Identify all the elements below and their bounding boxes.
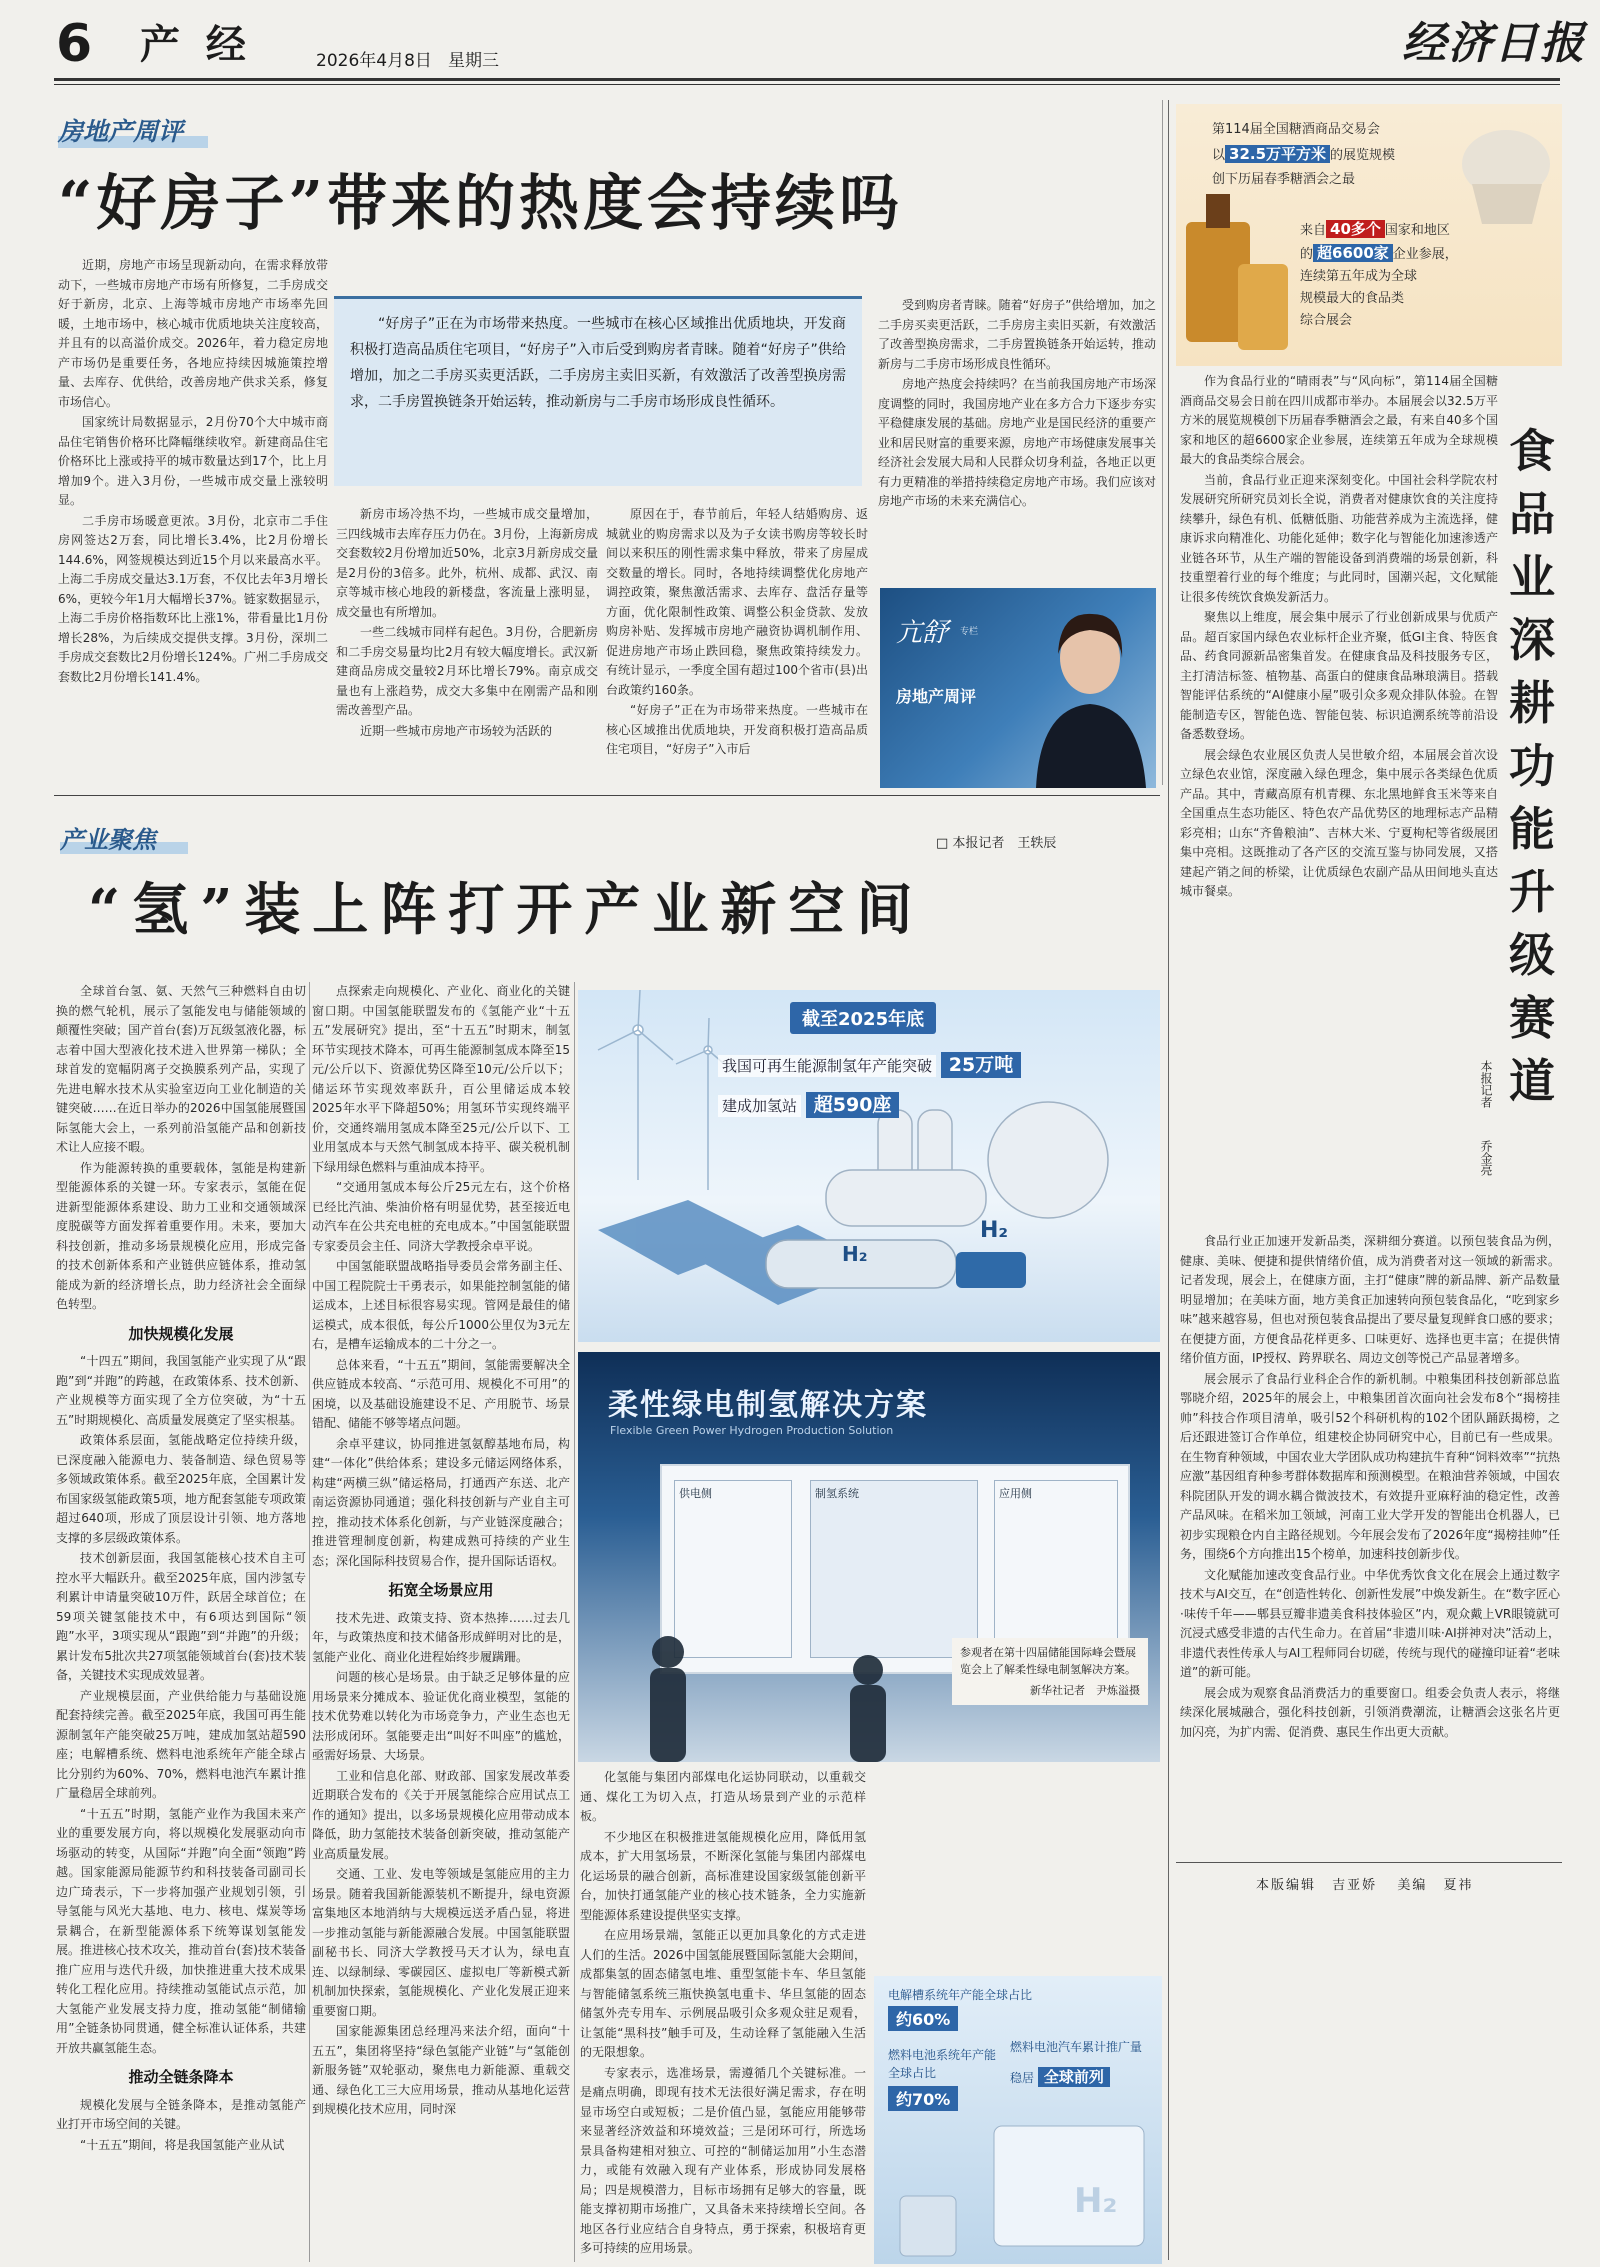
article2-col1 [56,982,306,2262]
paragraph: “好房子”正在为市场带来热度。一些城市在核心区域推出优质地块，开发商积极打造高品质住宅项目，“好房子”入市后 [606,703,868,756]
panel-hydrogen: 制氢系统 [810,1480,978,1658]
panel-supply: 供电侧 [674,1480,792,1658]
masthead-rule [54,78,1560,81]
paper-logo: 经济日报 [1402,18,1586,69]
editor-credits: 本版编辑 吉亚娇 美编 夏祎 [1256,1878,1474,1893]
column-label-real-estate: 房地产周评 [58,112,208,150]
info-value-fuel-cell: 约70% [888,2086,958,2111]
article1-col1 [58,256,328,786]
columnist-signature-suffix: 专栏 [960,627,979,637]
photo-banner: 柔性绿电制氢解决方案 [608,1388,928,1423]
headline-hydrogen: “氢”装上阵打开产业新空间 [88,877,925,943]
byline: □ 本报记者 王轶辰 [936,836,1057,851]
paragraph: 不少地区在积极推进氢能规模化应用，降低用氢成本，扩大用氢场景，不断深化氢能与集团内部煤电化运场景的融合创新，高标准建设国家级氢能创新平台，加快打通氢能产业的核心技术链条，全力实施新型能源体系建设提供坚实支撑。 [580,1829,866,1922]
paragraph: 余卓平建议，协同推进氢氨醇基地布局，构建“一体化”供给体系；建设多元储运网络体系，构建“两横三纵”储运格局，打通西产东送、北产南运资源协同通道；强化科技创新与产业自主可控，推动技术体系化创新，与产业链深度融合；推进管理制度创新，构建成熟可持续的产业生态；深化国际科技贸易合作，提升国际话语权。 [312,1436,570,1568]
info-value-capacity: 25万吨 [941,1052,1021,1078]
paragraph: 交通、工业、发电等领域是氢能应用的主力场景。随着我国新能源装机不断提升，绿电资源富集地区本地消纳与大规模远送矛盾凸显，将进一步推动氢能与新能源融合发展。中国氢能联盟副秘书长、同济大学教授马天才认为，绿电直连、以绿制绿、零碳园区、虚拟电厂等新模式新机制加快探索，氢能规模化、产业化发展正迎来重要窗口期。 [312,1867,570,2018]
info-value-vehicles: 全球前列 [1038,2067,1110,2087]
columnist-label: 房地产周评 [896,687,977,706]
paragraph: 二手房市场暖意更浓。3月份，北京市二手住房网签达2万套，同比增长3.4%，比2月份增长144.6%，网签规模达到近15个月以来最高水平。上海二手房成交量达3.1万套，不仅比去年3月增长6%，更较今年1月大幅增长37%。链家数据显示，上海二手房价格指数环比上涨1%，带看量比1月份增长28%，为后续成交提供支撑。3月份，深圳二手房成交套数比2月份增长124%。广州二手房成交套数比2月份增长141.4%。 [58,513,328,684]
byline-vertical: 本报记者 [1479,1060,1493,1108]
info-value-electrolyzer: 约60% [888,2006,958,2031]
paragraph: 聚焦以上维度，展会集中展示了行业创新成果与优质产品。超百家国内绿色农业标杆企业齐聚，低GI主食、特医食品、药食同源新品密集首发。在健康食品及科技服务专区，主打清洁标签、植物基、高蛋白的健康食品琳琅满目。搭载智能评估系统的“AI健康小屋”吸引众多观众排队体验。在智能制造专区，智能色选、智能包装、标识追溯系统等前沿设备悉数登场。 [1180,610,1498,741]
article1-col2 [336,505,598,795]
exhibition-photo [578,1352,1160,1762]
page-number: 6 [56,14,93,74]
paragraph: 规模化发展与全链条降本，是推动氢能产业打开市场空间的关键。 [56,2097,306,2131]
photo-caption: 参观者在第十四届储能国际峰会暨展览会上了解柔性绿电制氢解决方案。 新华社记者 尹炼溢摄 [952,1638,1148,1705]
headline-food-vertical: 食 品 业 深 耕 功 能 升 级 赛 道 [1509,424,1555,1108]
banner-value-countries: 40多个 [1326,220,1385,238]
panel-application: 应用侧 [994,1480,1118,1658]
hydrogen-plant-illustration [578,990,1160,1342]
h2-tank-label: H₂ [980,1218,1009,1243]
info-value-stations: 超590座 [806,1092,900,1118]
issue-date: 2026年4月8日 [316,51,432,71]
editor-rule [1176,1862,1562,1863]
paragraph: 产业规模层面，产业供给能力与基础设施配套持续完善。截至2025年底，我国可再生能源制氢年产能突破25万吨，建成加氢站超590座；电解槽系统、燃料电池系统年产能全球占比分别约为60%、70%，燃料电池汽车累计推广量稳居全球前列。 [56,1688,306,1800]
paragraph: 工业和信息化部、财政部、国家发展改革委近期联合发布的《关于开展氢能综合应用试点工作的通知》提出，以多场景规模化应用带动成本降低，助力氢能技术装备创新突破，推动氢能产业高质量发展。 [312,1768,570,1861]
paragraph: 国家能源集团总经理冯来法介绍，面向“十五五”，集团将坚持“绿色氢能产业链”与“氢能创新服务链”双轮驱动，聚焦电力新能源、重载交通、绿色化工三大应用场景，推动从基地化运营到规模化技术应用，同时深 [312,2024,570,2116]
issue-weekday: 星期三 [448,51,499,71]
columnist-photo [1030,588,1150,788]
info-line2: 建成加氢站 超590座 [718,1090,899,1117]
article3-text-wide [1180,1232,1560,1842]
pull-quote-text: “好房子”正在为市场带来热度。一些城市在核心区域推出优质地块，开发商积极打造高品质住宅项目，“好房子”入市后受到购房者青睐。随着“好房子”供给增加，加之二手房买卖更活跃，二手房房主卖旧买新，有效激活了改善型换房需求，二手房置换链条开始运转，推动新房与二手房市场形成良性循环。 [350,316,846,410]
paragraph: 近期一些城市房地产市场较为活跃的 [360,723,553,738]
paragraph: 技术先进、政策支持、资本热捧……过去几年，与政策热度和技术储备形成鲜明对比的是，氢能产业化、商业化进程始终步履蹒跚。 [312,1610,570,1664]
paragraph: 点探索走向规模化、产业化、商业化的关键窗口期。中国氢能联盟发布的《氢能产业“十五五”发展研究》提出，至“十五五”时期末，制氢环节实现技术降本，可再生能源制氢成本降至15元/公斤以下、资源优势区降至10元/公斤以下；储运环节实现效率跃升，百公里储运成本较2025年水平下降超50%；用氢环节实现终端平价，交通终端用氢成本降至25元/公斤以下、工业用氢成本与天然气制氢成本持平、碳关税机制下绿用绿色燃料与重油成本持平。 [312,984,570,1174]
paragraph: “十五五”时期，氢能产业作为我国未来产业的重要发展方向，将以规模化发展驱动向市场驱动的转变，从国际“并跑”向全面“领跑”跨越。国家能源局能源节约和科技装备司副司长边广琦表示，下一步将加强产业规划引领，引导氢能与风光大基地、电力、核电、煤炭等场景耦合，在新型能源体系下统筹谋划氢能发展。推进核心技术攻关，推动首台(套)技术装备推广应用与迭代升级，加快推进重大技术成果转化工程化应用。持续推动氢能试点示范，加大氢能产业发展支持力度，推动氢能“制储输用”全链条协同贯通，健全标准认证体系，共建开放共赢氢能生态。 [56,1806,306,2055]
paragraph: 总体来看，“十五五”期间，氢能需要解决全供应链成本较高、“示范可用、规模化不可用”的困境，以及基础设施建设不足、产用脱节、场景错配、储能不够等堵点问题。 [312,1357,570,1430]
paragraph: “交通用氢成本每公斤25元左右，这个价格已经比汽油、柴油价格有明显优势，甚至接近电动汽车在公共充电桩的充电成本。”中国氢能联盟专家委员会主任、同济大学教授余卓平说。 [312,1180,570,1253]
article1-col3 [606,505,868,795]
paragraph: 文化赋能加速改变食品行业。中华优秀饮食文化在展会上通过数字技术与AI交互，在“创造性转化、创新性发展”中焕发新生。在“数字匠心·味传千年——郫县豆瓣非遗美食科技体验区”内，观众戴上VR眼镜就可沉浸式感受非遗的古代生命力。在首届“非遗川味·AI拼神对决”活动上，非遗代表性传承人与AI工程师同台切磋，传统与现代的碰撞印证着“老味道”的新可能。 [1180,1567,1560,1679]
article3-text [1180,372,1498,1228]
headline-real-estate: “好房子”带来的热度会持续吗 [58,169,904,239]
paragraph: 一些二线城市同样有起色。3月份，合肥新房和二手房交易量均比2月有较大幅度增长。武汉新建商品房成交量较2月环比增长79%。南京成交量也有上涨趋势，成交大多集中在刚需产品和刚需改善型产品。 [336,625,598,717]
paragraph: 作为食品行业的“晴雨表”与“风向标”，第114届全国糖酒商品交易会日前在四川成都市举办。本届展会以32.5万平方米的展览规模创下历届春季糖酒会之最，有来自40多个国家和地区的超6600家企业参展，连续第五年成为全球规模最大的食品类综合展会。 [1180,374,1498,466]
article2-col3 [580,1768,866,2262]
paragraph: 新房市场冷热不均，一些城市成交量增加，三四线城市去库存压力仍在。3月份，上海新房成交套数较2月份增加近50%，北京3月新房成交量是2月份的3倍多。此外，杭州、成都、武汉、南京等城市核心地段的新楼盘，客流量上涨明显，成交量也有所增加。 [336,507,598,619]
paragraph: 展会成为观察食品消费活力的重要窗口。组委会负责人表示，将继续深化展城融合，强化科技创新，引领消费潮流，让糖酒会这张名片更加闪亮，为扩内需、促消费、惠民生作出更大贡献。 [1180,1685,1560,1739]
paragraph: 房地产热度会持续吗？在当前我国房地产市场深度调整的同时，我国房地产业在多方合力下逐步夯实平稳健康发展的基础。房地产业是国民经济的重要产业和居民财富的重要来源，房地产市场健康发展事关经济社会发展大局和人民群众切身利益，各地正以更有力更精准的举措持续稳定房地产市场。我们应该对房地产市场的未来充满信心。 [878,377,1156,508]
paragraph: 技术创新层面，我国氢能核心技术自主可控水平大幅跃升。截至2025年底，国内涉氢专利累计申请量突破10万件，跃居全球首位；在59项关键氢能技术中，有6项达到国际“领跑”水平，3项实现从“跟跑”到“并跑”的升级；累计发布5批次共27项氢能领域首台(套)技术装备，关键技术实现成效显著。 [56,1551,306,1682]
paragraph: 在应用场景端，氢能正以更加具象化的方式走进人们的生活。2026中国氢能展暨国际氢能大会期间，成都集氢的固态储氢电堆、重型氢能卡车、华旦氢能与智能储氢系统三瓶快换氢电重卡、华旦氢能的固态储氢外壳专用车、示例展品吸引众多观众驻足观看，让氢能“黑科技”触手可及，生动诠释了氢能融入生活的无限想象。 [580,1928,866,2059]
masthead-rule-thin [54,84,1560,85]
paragraph: 近期，房地产市场呈现新动向，在需求释放带动下，一些城市房地产市场有所修复，二手房成交好于新房，北京、上海等城市房地产市场率先回暖，土地市场中，核心城市优质地块关注度较高，并且有的以高溢价成交。2026年，着力稳定房地产市场仍是重要任务，各地应持续因城施策控增量、去库存、优供给，改善房地产供求关系，修复市场信心。 [58,258,328,409]
subheading: 加快规模化发展 [128,1324,234,1343]
food-fair-banner: 第114届全国糖酒商品交易会 以 32.5万平方米 的展览规模 创下历届春季糖酒会之最 来自 40多个 国家和地区 的 超6600家 企业参展， 连续第五年成为全球 规模最大的食品类 综合展会 [1176,104,1562,366]
infographic-hydrogen-capacity [578,990,1160,1342]
columnist-signature: 亢舒 [896,618,949,648]
article2-col2 [312,982,570,2262]
byline-name-vertical: 乔金亮 [1479,1140,1493,1176]
paragraph: 原因在于，春节前后，年轻人结婚购房、返城就业的购房需求以及为子女读书购房等较长时间以来积压的刚性需求集中释放，带来了房屋成交数量的增长。同时，各地持续调整优化房地产调控政策，聚焦激活需求、去库存、盘活存量等方面，优化限制性政策、调整公积金贷款、发放购房补贴、发挥城市房地产融资协调机制作用、促进房地产市场止跌回稳，聚焦政策持续发力。有统计显示，一季度全国有超过100个省市(县)出台政策约160条。 [606,507,868,697]
column-label-industry: 产业聚焦 [60,820,190,856]
paragraph: 受到购房者青睐。随着“好房子”供给增加，加之二手房买卖更活跃，二手房房主卖旧买新，有效激活了改善型换房需求，二手房置换链条开始运转，推动新房与二手房市场形成良性循环。 [878,298,1156,371]
banner-value-companies: 超6600家 [1313,244,1393,262]
subheading: 推动全链条降本 [128,2068,234,2086]
paragraph: “十五五”期间，将是我国氢能产业从试 [80,2137,285,2152]
svg-text:H₂: H₂ [1074,2181,1118,2221]
paragraph: 专家表示，选准场景，需遵循几个关键标准。一是痛点明确，即现有技术无法很好满足需求，存在明显市场空白或短板；二是价值凸显，氢能应用能够带来显著经济效益和环境效益；三是闭环可行，所选场景具备构建相对独立、可控的“制储运加用”小生态潜力，或能有效融入现有产业体系，形成协同发展格局；四是规模潜力，目标市场拥有足够大的容量，既能支撑初期市场推广，又具备未来持续增长空间。各地区各行业应结合自身特点，勇于探索，积极培育更多可持续的应用场景。 [580,2065,866,2255]
paragraph: 作为能源转换的重要载体，氢能是构建新型能源体系的关键一环。专家表示，氢能在促进新型能源体系建设、助力工业和交通领域深度脱碳等方面发挥着重要作用。未来，要加大科技创新，推动多场景规模化应用，形成完备的技术创新体系和产业链供应链体系，推动氢能成为新的经济增长点，助力经济社会全面绿色转型。 [56,1160,306,1311]
paragraph: 化氢能与集团内部煤电化运协同联动，以重载交通、煤化工为切入点，打造从场景到产业的示范样板。 [580,1770,866,1823]
paragraph: 政策体系层面，氢能战略定位持续升级，已深度融入能源电力、装备制造、绿色贸易等多领域政策体系。截至2025年底，全国累计发布国家级氢能政策5项，地方配套氢能专项政策超过640项，形成了顶层设计引领、地方落地支撑的多层级政策体系。 [56,1433,306,1545]
paragraph: 中国氢能联盟战略指导委员会常务副主任、中国工程院院士干勇表示，如果能控制氢能的储运成本，上述目标很容易实现。管网是最佳的储运模式，成本很低，每公斤1000公里仅为3元左右，是槽车运输成本的二十分之一。 [312,1259,570,1351]
subheading: 拓宽全场景应用 [388,1581,494,1599]
info-line-fuel-cell-vehicle: 稳居 全球前列 [1010,2066,1110,2087]
photo-banner-en: Flexible Green Power Hydrogen Production Solution [610,1424,894,1437]
info-title: 截至2025年底 [790,1002,936,1034]
info-line1: 我国可再生能源制氢年产能突破 25万吨 [718,1050,1021,1077]
column-rule [574,982,575,2262]
column-rule [1168,100,1169,2260]
paragraph: 国家统计局数据显示，2月份70个大中城市商品住宅销售价格环比降幅继续收窄。新建商品住宅价格环比上涨或持平的城市数量达到17个，比上月增加9个。进入3月份，一些城市成交量上涨较明显。 [58,415,328,507]
paragraph: 食品行业正加速开发新品类，深耕细分赛道。以预包装食品为例，健康、美味、便捷和提供情绪价值，成为消费者对这一领域的新需求。记者发现，展会上，在健康方面，主打“健康”牌的新品牌、新产品数量明显增加；在美味方面，地方美食正加速转向预包装食品化，“吃到家乡味”越来越容易，但也对预包装食品提出了要尽量复现鲜食口感的要求；在便捷方面，方便食品花样更多、口味更好、选择也更丰富；在提供情绪价值方面，IP授权、跨界联名、周边文创等悦己产品显著增多。 [1180,1234,1560,1365]
infographic-fuel-cell-share: H₂ 电解槽系统年产能全球占比 约60% 燃料电池系统年产能全球占比 约70% 燃料电池汽车累计推广量 稳居 全球前列 [874,1976,1162,2264]
masthead [0,0,1600,88]
column-rule [309,982,310,2262]
paragraph: 全球首台氢、氨、天然气三种燃料自由切换的燃气轮机，展示了氢能发电与储能领域的颠覆性突破；国产首台(套)万瓦级氢液化器，标志着中国大型液化技术进入世界第一梯队；全球首发的宽幅阴离子交换膜系列产品，实现了先进电解水技术从实验室迈向工业化制造的关键突破……在近日举办的2026中国氢能展暨国际氢能大会上，一系列前沿氢能产品和创新技术让人应接不暇。 [56,984,306,1154]
pull-quote-box [334,296,862,486]
paragraph: 当前，食品行业正迎来深刻变化。中国社会科学院农村发展研究所研究员刘长全说，消费者对健康饮食的关注度持续攀升，绿色有机、低糖低脂、功能营养成为主流选择，健康诉求向精准化、功能化延伸；数字化与智能化加速渗透产业链各环节，从生产端的智能设备到消费端的场景创新，科技重塑着行业的每个维度；与此同时，国潮兴起，文化赋能让很多传统饮食焕发新活力。 [1180,472,1498,604]
paragraph: 问题的核心是场景。由于缺乏足够体量的应用场景来分摊成本、验证优化商业模型，氢能的技术优势难以转化为市场竞争力，产业生态也无法形成闭环。氢能要走出“叫好不叫座”的尴尬，亟需好场景、大场景。 [312,1670,570,1762]
h2-truck-label: H₂ [842,1242,868,1266]
section-rule [54,795,1160,796]
paragraph: 展会展示了食品行业科企合作的新机制。中粮集团科技创新部总监鄂晓介绍，2025年的展会上，中粮集团首次面向社会发布8个“揭榜挂帅”科技合作项目清单，吸引52个科研机构的102个团队踊跃揭榜，之后还跟进签订合作单位，组建校企协同研究中心，目前已有一些成果。在生物育种领域，中国农业大学团队成功构建抗牛育种“饲料效率”“抗热应激”基因组育种参考群体数据库和预测模型。在粮油营养领域，中国农科院团队开发的调水耦合微波技术，有效提升亚麻籽油的稳定性，改善产品风味。在稻米加工领域，河南工业大学开发的智能出仓机器人，已初步实现粮仓内自主路径规划。今年展会发布了2026年度“揭榜挂帅”任务，围绕6个方向推出15个榜单，加速科技创新步伐。 [1180,1371,1560,1561]
article1-col4 [878,296,1156,586]
paragraph: 展会绿色农业展区负责人吴世敏介绍，本届展会首次设立绿色农业馆，深度融入绿色理念，集中展示各类绿色优质产品。其中，青藏高原有机青稞、东北黑地鲜食玉米等来自全国重点生态功能区、特色农产品优势区的地理标志产品精彩亮相；山东“齐鲁粮油”、吉林大米、宁夏枸杞等省级展团集中亮相。这既推动了各产区的交流互鉴与协同发展，又搭建起产销之间的桥梁，让优质绿色农副产品从田间地头直达城市餐桌。 [1180,747,1498,898]
column-rule [1162,100,1163,785]
banner-value-area: 32.5万平方米 [1225,145,1330,163]
section-name: 产 经 [140,21,252,68]
paragraph: “十四五”期间，我国氢能产业实现了从“跟跑”到“并跑”的跨越，在政策体系、技术创新、产业规模等方面实现了全方位突破，为“十五五”时期规模化、高质量发展奠定了坚实根基。 [56,1354,306,1427]
columnist-portrait [880,588,1156,788]
